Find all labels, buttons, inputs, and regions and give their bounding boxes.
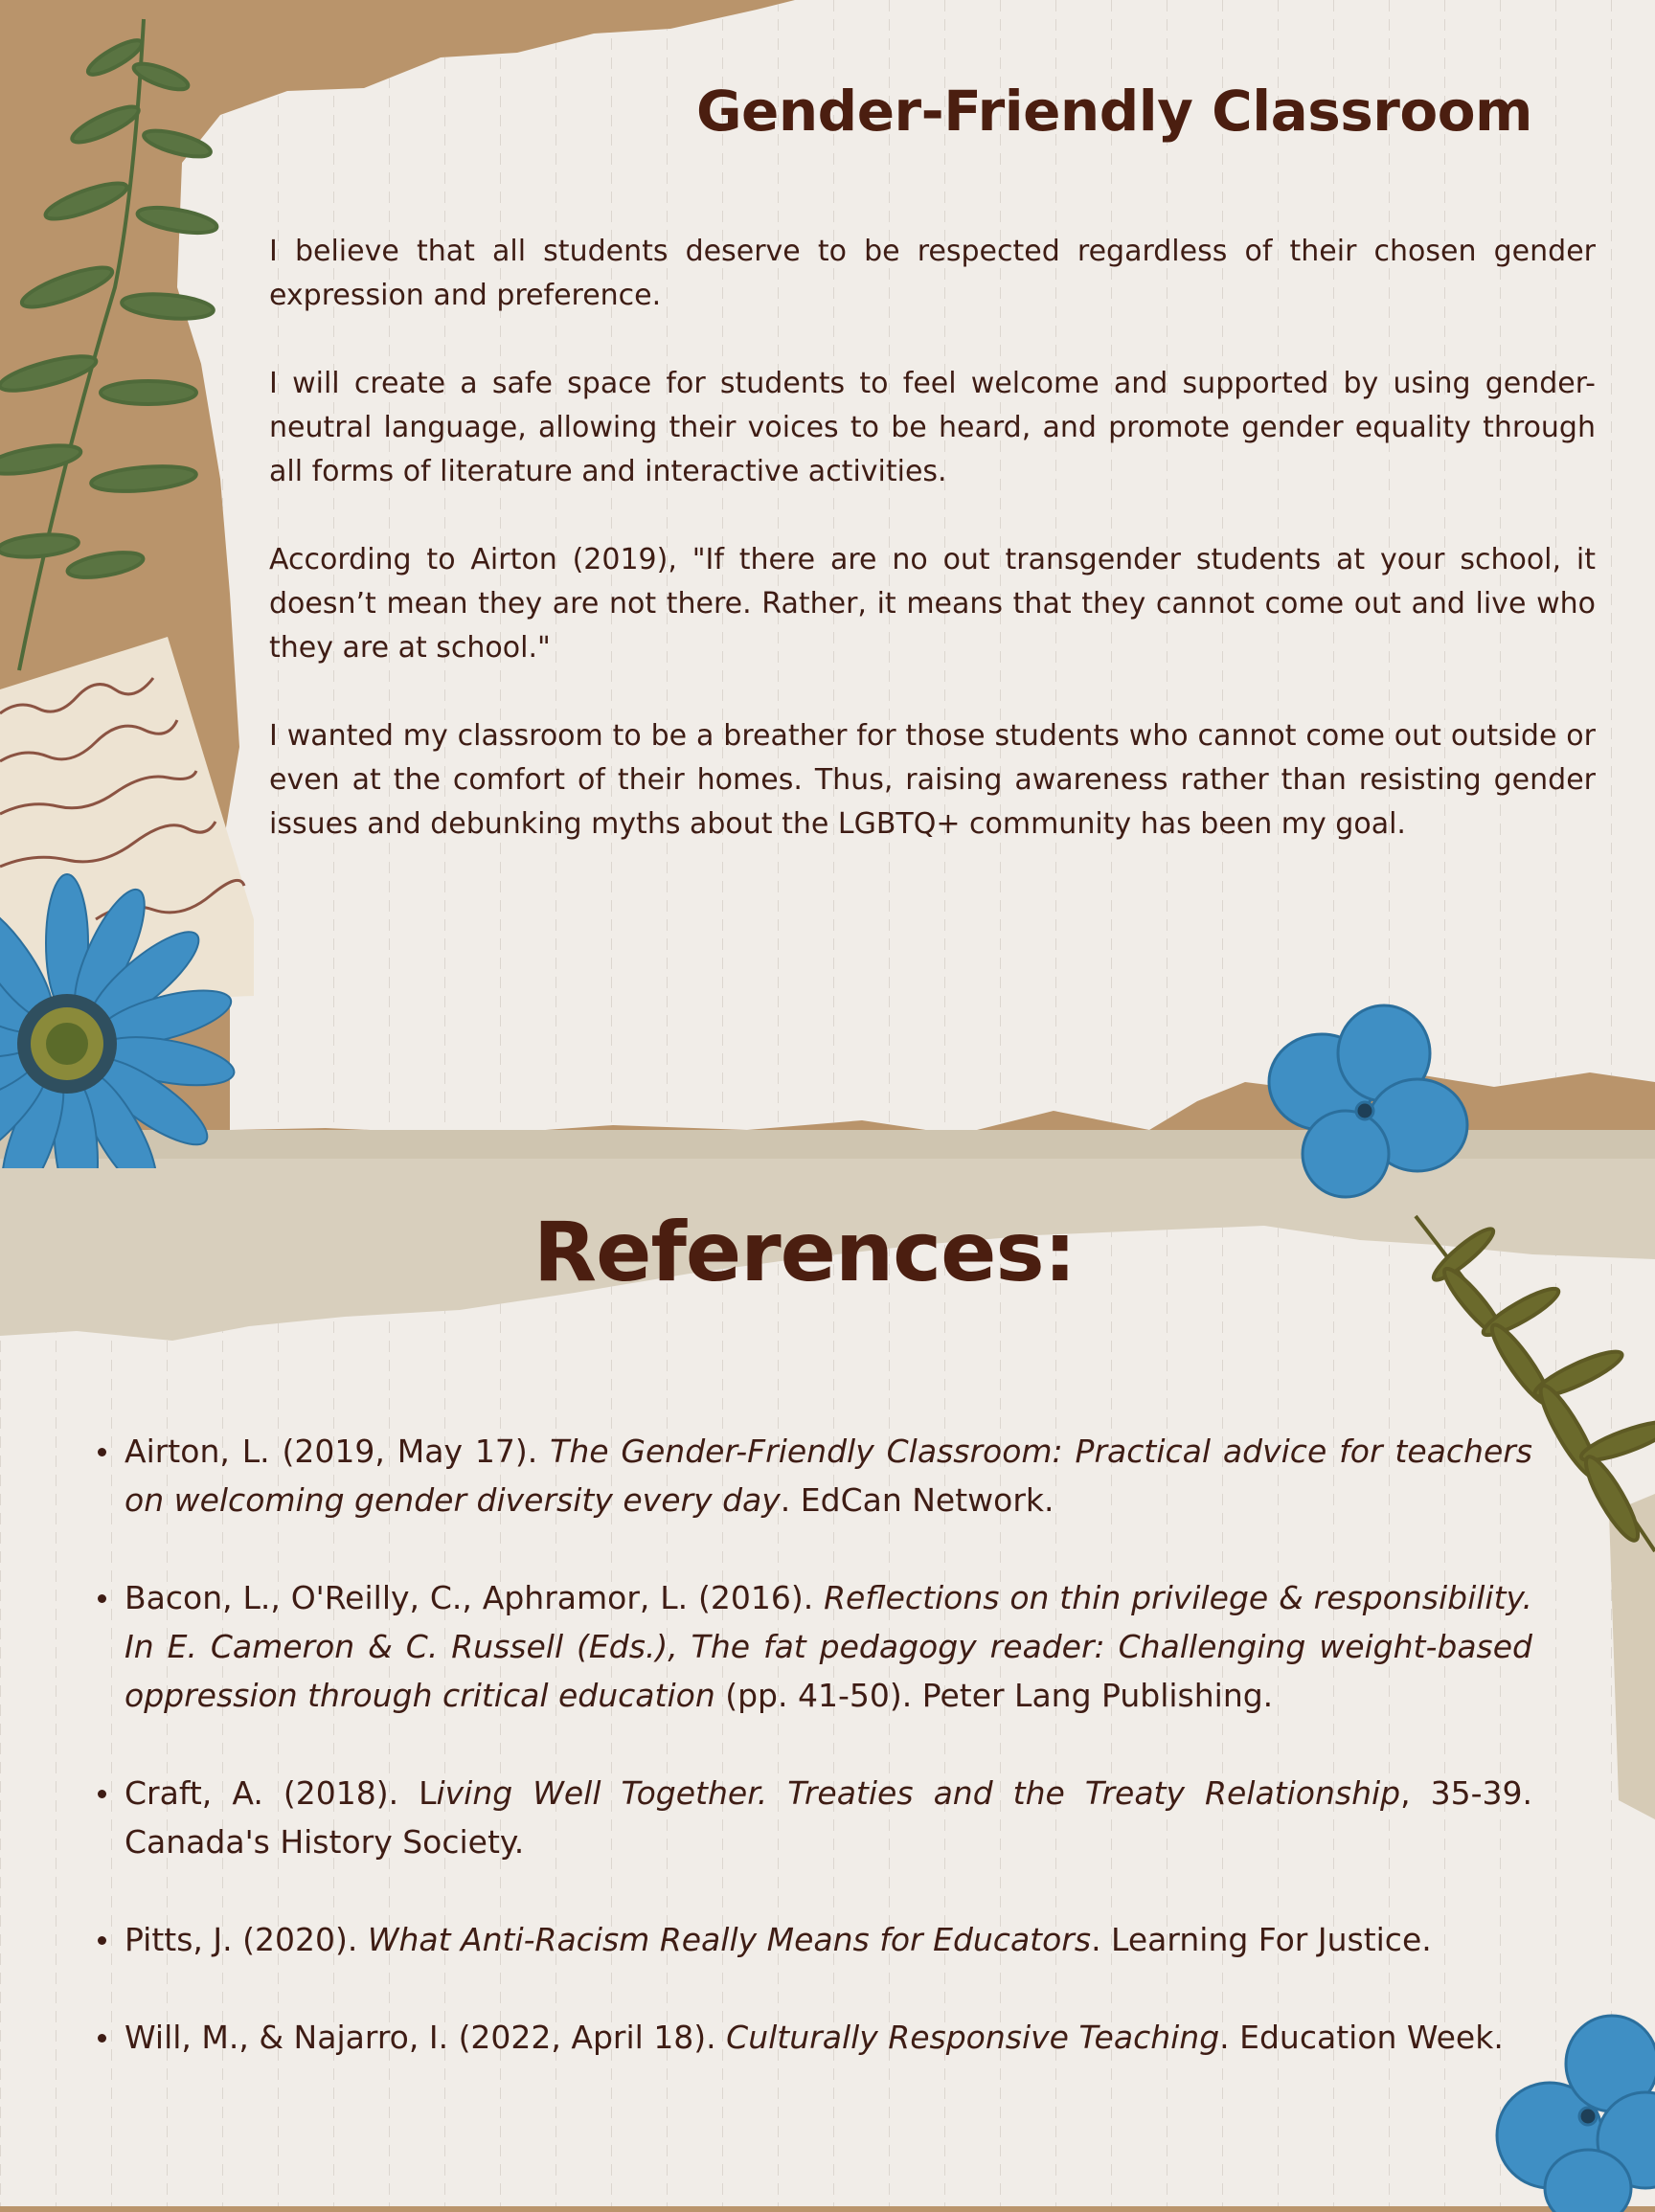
- paragraph: According to Airton (2019), "If there are no out transgender students at your school, it doesn’t mean they are not there. Rather, it means that they cannot come out and live who they are at school.": [269, 543, 1596, 665]
- references-list: [94, 1427, 1532, 2110]
- references-heading: References:: [533, 1205, 1077, 1300]
- hydrangea-flower-icon: [1255, 996, 1485, 1207]
- intro-section: [269, 230, 1596, 891]
- fern-icon: [0, 0, 249, 689]
- daisy-flower-icon: [0, 862, 287, 1168]
- reference-item: Will, M., & Najarro, I. (2022, April 18). Culturally Responsive Teaching. Education Week.: [94, 2013, 1532, 2062]
- reference-item: Bacon, L., O'Reilly, C., Aphramor, L. (2016). Reflections on thin privilege & responsibility. In E. Cameron & C. Russell (Eds.), The fat pedagogy reader: Challenging weight-based oppression through critical education (pp. 41-50). Peter Lang Publishing.: [94, 1573, 1532, 1720]
- reference-item: Airton, L. (2019, May 17). The Gender-Friendly Classroom: Practical advice for teachers on welcoming gender diversity every day. EdCan Network.: [94, 1427, 1532, 1524]
- paragraph: I believe that all students deserve to be respected regardless of their chosen gender expression and preference.: [269, 235, 1596, 312]
- page-title: Gender-Friendly Classroom: [695, 79, 1532, 144]
- reference-item: Craft, A. (2018). Living Well Together. Treaties and the Treaty Relationship, 35-39. Canada's History Society.: [94, 1769, 1532, 1866]
- reference-item: Pitts, J. (2020). What Anti-Racism Really Means for Educators. Learning For Justice.: [94, 1915, 1532, 1964]
- paragraph: I will create a safe space for students to feel welcome and supported by using gender-neutral language, allowing their voices to be heard, and promote gender equality through all forms of literature and interactive activities.: [269, 367, 1596, 488]
- paragraph: I wanted my classroom to be a breather for those students who cannot come out outside or even at the comfort of their homes. Thus, raising awareness rather than resisting gender issues and debunking myths about the LGBTQ+ community has been my goal.: [269, 719, 1596, 841]
